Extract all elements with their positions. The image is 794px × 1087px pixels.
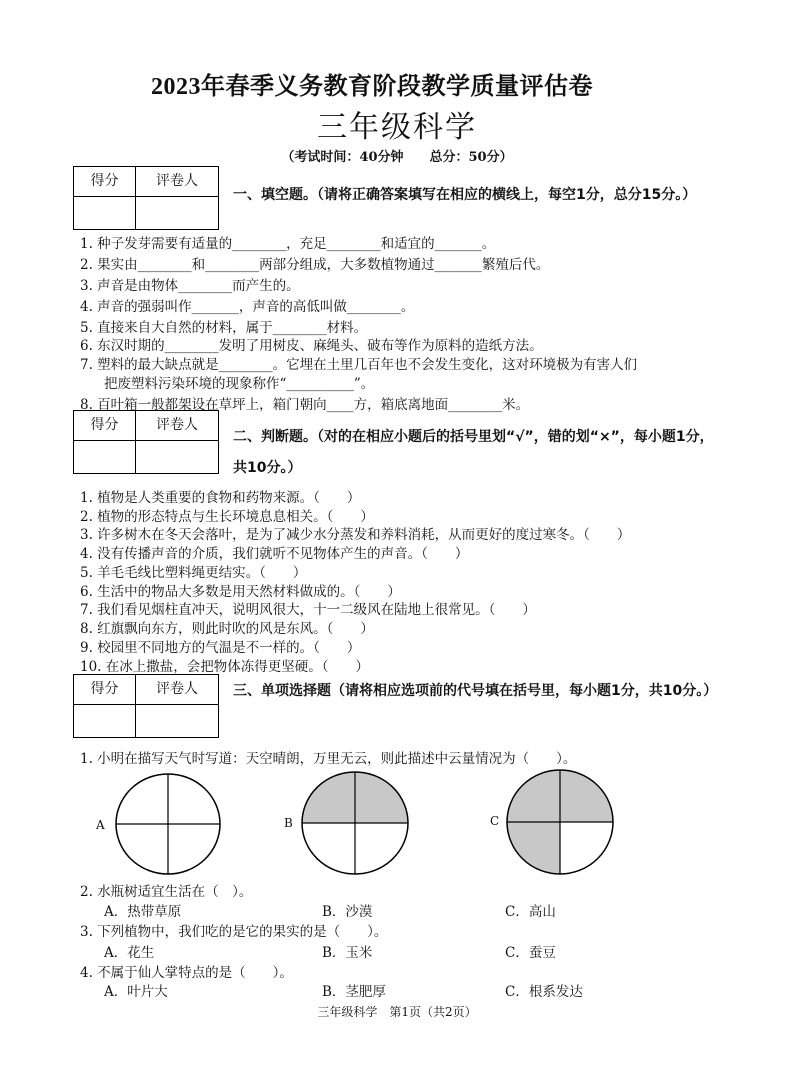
fill-question-4: 4. 声音的强弱叫作_______，声音的高低叫做________。 [80, 299, 415, 315]
q2-option-c: C．高山 [505, 904, 556, 920]
cloud-circle-c [505, 768, 615, 876]
exam-subject: 三年级科学 [317, 110, 477, 145]
fill-question-7: 7. 塑料的最大缺点就是________。它埋在土里几百年也不会发生变化，这对环境极为有害人们 [80, 357, 638, 373]
section3-heading: 三、单项选择题（请将相应选项前的代号填在括号里，每小题1分，共10分。） [233, 683, 718, 699]
choice-question-2: 2. 水瓶树适宜生活在（ ）。 [80, 884, 253, 900]
judge-question-2: 2. 植物的形态特点与生长环境息息相关。（ ） [80, 509, 374, 525]
grader-cell[interactable] [136, 705, 218, 737]
score-label: 得分 [74, 411, 136, 441]
score-box-section1 [73, 166, 219, 230]
score-cell[interactable] [74, 441, 136, 473]
fill-question-3: 3. 声音是由物体________而产生的。 [80, 278, 300, 294]
judge-question-4: 4. 没有传播声音的介质，我们就听不见物体产生的声音。（ ） [80, 546, 469, 562]
grader-label: 评卷人 [136, 167, 218, 197]
grader-cell[interactable] [136, 197, 218, 229]
page-footer: 三年级科学 第1页（共2页） [317, 1005, 477, 1019]
score-box-section2 [73, 410, 219, 474]
grader-label: 评卷人 [136, 675, 218, 705]
choice-question-3: 3. 下列植物中，我们吃的是它的果实的是（ ）。 [80, 924, 388, 940]
judge-question-10: 10. 在冰上撒盐，会把物体冻得更坚硬。（ ） [80, 659, 370, 675]
q3-option-c: C．蚕豆 [505, 945, 556, 961]
grader-label: 评卷人 [136, 411, 218, 441]
circle-label-a: A [96, 818, 105, 832]
q4-option-a: A．叶片大 [104, 984, 168, 1000]
judge-question-9: 9. 校园里不同地方的气温是不一样的。（ ） [80, 640, 361, 656]
score-label: 得分 [74, 675, 136, 705]
q2-option-b: B．沙漠 [322, 904, 373, 920]
q3-option-a: A．花生 [104, 945, 155, 961]
judge-question-8: 8. 红旗飘向东方，则此时吹的风是东风。（ ） [80, 621, 374, 637]
choice-question-1: 1. 小明在描写天气时写道：天空晴朗，万里无云，则此描述中云量情况为（ ）。 [80, 751, 577, 767]
score-cell[interactable] [74, 705, 136, 737]
grader-cell[interactable] [136, 441, 218, 473]
fill-question-2: 2. 果实由________和________两部分组成，大多数植物通过_______繁殖后代。 [80, 257, 550, 273]
score-label: 得分 [74, 167, 136, 197]
q2-option-a: A．热带草原 [104, 904, 182, 920]
section1-heading: 一、填空题。（请将正确答案填写在相应的横线上，每空1分，总分15分。） [233, 187, 697, 203]
q4-option-b: B．茎肥厚 [322, 984, 386, 1000]
score-cell[interactable] [74, 197, 136, 229]
section2-heading: 二、判断题。（对的在相应小题后的括号里划“√”，错的划“×”，每小题1分，共10分。） [233, 429, 714, 476]
fill-question-7-cont: 把废塑料污染环境的现象称作“__________”。 [104, 376, 375, 392]
q4-option-c: C．根系发达 [505, 984, 583, 1000]
score-box-section3 [73, 674, 219, 738]
fill-question-5: 5. 直接来自大自然的材料，属于________材料。 [80, 320, 368, 336]
judge-question-1: 1. 植物是人类重要的食物和药物来源。（ ） [80, 490, 361, 506]
fill-question-6: 6. 东汉时期的________发明了用树皮、麻绳头、破布等作为原料的造纸方法。 [80, 338, 543, 354]
judge-question-7: 7. 我们看见烟柱直冲天，说明风很大，十一二级风在陆地上很常见。（ ） [80, 602, 536, 618]
cloud-circle-a [114, 772, 222, 876]
exam-title: 2023年春季义务教育阶段教学质量评估卷 [151, 74, 593, 100]
fill-question-1: 1. 种子发芽需要有适量的________，充足________和适宜的_______。 [80, 236, 496, 252]
judge-question-6: 6. 生活中的物品大多数是用天然材料做成的。（ ） [80, 584, 401, 600]
fill-question-8: 8. 百叶箱一般都架设在草坪上，箱门朝向____方，箱底离地面________米。 [80, 397, 530, 413]
circle-label-c: C [490, 814, 500, 828]
exam-info: （考试时间：40分钟 总分：50分） [281, 150, 513, 165]
cloud-circle-b [300, 770, 410, 876]
choice-question-4: 4. 不属于仙人掌特点的是（ ）。 [80, 965, 293, 981]
judge-question-3: 3. 许多树木在冬天会落叶，是为了减少水分蒸发和养料消耗，从而更好的度过寒冬。（ ） [80, 527, 631, 543]
circle-label-b: B [284, 816, 293, 830]
judge-question-5: 5. 羊毛毛线比塑料绳更结实。（ ） [80, 565, 307, 581]
q3-option-b: B．玉米 [322, 945, 373, 961]
